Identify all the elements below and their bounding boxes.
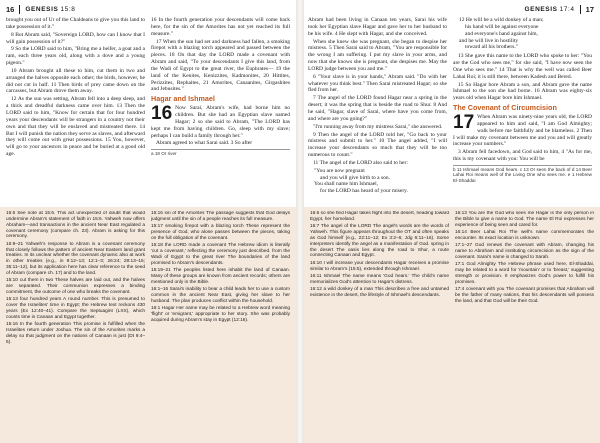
study-note: 15:19–21 The peoples listed here inhabit the land of Canaan. Many of these groups are known from ancient records; others are mentioned only in the Bible. bbox=[151, 268, 290, 285]
poetry-line: for the LORD has heard of your misery. bbox=[320, 188, 408, 195]
study-note: 16:12 a wild donkey of a man This describes a free and untamed existence in the desert, the lifestyle of Ishmael's descendants. bbox=[310, 287, 449, 298]
study-note: 17:4 covenant with you The covenant promises that Abraham will be the father of many nations, that his descendants will possess the land, and that God will be their God. bbox=[455, 287, 594, 304]
left-page bbox=[0, 0, 296, 443]
right-page bbox=[304, 0, 600, 443]
study-note: 15:10 cut them in two These halves are laid out, and the halves are separated. Their communion expresses a binding commitment, the outcome of one who breaks the covenant. bbox=[6, 278, 145, 295]
verse-paragraph: 6 "Your slave is in your hands," Abram said. "Do with her whatever you think best." Then Sarai mistreated Hagar; so she fled from her. bbox=[308, 73, 447, 94]
cross-reference-note: a 18 Or river bbox=[151, 149, 290, 157]
book-title: GENESIS 17:4 bbox=[524, 5, 575, 13]
study-note: 17:1 God Almighty The Hebrew phrase used here, El-Shaddai, may be related to a word for 'mountain' or to 'breast,' suggesting strength or provision. It emphasizes God's power to fulfill his promises. bbox=[455, 262, 594, 285]
notes-column-2 bbox=[455, 211, 594, 443]
verse-paragraph: 13 She gave this name to the LORD who spoke to her: "You are the God who sees me," for she said, "I have now seen the One who sees me." 14 That is why the well was called Beer Lahai Roi; it is still there, between Kadesh and Bered. bbox=[453, 53, 592, 80]
verse-paragraph: "I'm running away from my mistress Sarai," she answered. bbox=[313, 123, 443, 130]
header-divider bbox=[19, 5, 20, 14]
verse-paragraph: 11 The angel of the LORD also said to her: bbox=[313, 159, 408, 166]
text-column-2 bbox=[453, 17, 592, 204]
study-note: 16:13 You are the God who sees me Hagar is the only person in the Bible to give a name to God. The name El Roi expresses her experience of being seen and cared for. bbox=[455, 211, 594, 228]
verse-paragraph: 10 Abram brought all these to him, cut them in two and arranged the halves opposite each other; the birds, however, he did not cut in half. 11 Then birds of prey came down on the carcasses, but Abram drove them away. bbox=[6, 67, 145, 95]
verse-paragraph: 12 As the sun was setting, Abram fell into a deep sleep, and a thick and dreadful darkness came over him. 13 Then the LORD said to him, "Know for certain that for four hundred years your descendants will be strangers in a country not their own and that they will be enslaved and mistreated there. 14 But I will punish the nation they serve as slaves, and afterward they will come out with great possessions. 15 You, however, will go to your ancestors in peace and be buried at a good old age. bbox=[6, 96, 145, 158]
chapter-reference: 15:8 bbox=[60, 5, 76, 13]
verse-paragraph: 9 So the LORD said to him, "Bring me a heifer, a goat and a ram, each three years old, along with a dove and a young pigeon." bbox=[6, 46, 145, 67]
verse-paragraph: 7 The angel of the LORD found Hagar near a spring in the desert; it was the spring that is beside the road to Shur. 8 And he said, "Hagar, slave of Sarai, where have you come from, and where are you going?" bbox=[308, 95, 447, 122]
poetry-line: You shall name him Ishmael, bbox=[314, 181, 379, 188]
page-number: 17 bbox=[585, 4, 594, 14]
text-column-2 bbox=[151, 17, 290, 204]
notes-column-1 bbox=[310, 211, 449, 443]
study-note: 15:16 sin of the Amorites The passage suggests that God delays judgment until the sin of a people reaches its full measure. bbox=[151, 211, 290, 222]
verse-paragraph: When Abram was ninety-nine years old, the LORD appeared to him and said, "I am God Almighty; walk before me faithfully and be blameless. 2 Then I will make my covenant between me and you and will greatly increase your numbers." bbox=[453, 113, 592, 148]
study-note: 15:17 smoking firepot with a blazing torch These represent the presence of God, who alone passes between the pieces, taking on the full obligation of the covenant. bbox=[151, 224, 290, 241]
study-notes-panel bbox=[304, 207, 600, 443]
cross-reference-note: b 11 Ishmael means God hears. c 13 Or seen the back of d 14 Beer Lahai Roi means well of the Living One who sees me. e 1 Hebrew El-Shaddai bbox=[453, 166, 592, 184]
poetry-block bbox=[314, 168, 447, 195]
section-heading: The Covenant of Circumcision bbox=[453, 103, 557, 113]
verse-paragraph: 3 Abram fell facedown, and God said to him, 4 "As for me, this is my covenant with you: You will be bbox=[453, 149, 592, 163]
verse-paragraph: 15 So Hagar bore Abram a son, and Abram gave the name Ishmael to the son she had borne. 16 Abram was eighty-six years old when Hagar bore him Ishmael. bbox=[453, 81, 592, 102]
chapter-number: 17 bbox=[453, 111, 475, 133]
study-note: 15:13 four hundred years A round number. This is presumed to cover the Israelites' time in Egypt; the Hebrew text reckons 430 years (Ex 12:40–41). Compare the Septuagint (LXX), which counts time in Canaan and Egypt together. bbox=[6, 297, 145, 320]
poetry-line: and he will live in hostility bbox=[459, 37, 519, 44]
poetry-line: his hand will be against everyone bbox=[465, 23, 539, 30]
verse-paragraph: Abram had been living in Canaan ten years, Sarai his wife took her Egyptian slave Hagar and gave her to her husband to be his wife. 4 He slept with Hagar, and she conceived. bbox=[308, 17, 447, 37]
verse-paragraph: Now Sarai, Abram's wife, had borne him no children. But she had an Egyptian slave named Hagar; 2 so she said to Abram, "The LORD has kept me from having children. Go, sleep with my slave; perhaps I can build a family through her." bbox=[151, 105, 290, 139]
verse-paragraph: When she knew she was pregnant, she began to despise her mistress. 5 Then Sarai said to Abram, "You are responsible for the wrong I am suffering. I put my slave in your arms, and now that she knows she is pregnant, she despises me. May the LORD judge between you and me." bbox=[308, 38, 447, 72]
poetry-line: "You are now pregnant bbox=[314, 167, 365, 174]
study-note: 15:16 In the fourth generation This promise is fulfilled when the Israelites return under Joshua. The sin of the Amorites marks a delay so that judgment on the nations of Canaan is just (Dt 9:4–5). bbox=[6, 322, 145, 345]
verse-paragraph: brought you out of Ur of the Chaldeans to give you this land to take possession of it." bbox=[6, 17, 145, 30]
study-note: 15:6 See note at 15:6. This act unexpected of doubt that would undermine Abram's statement of faith in 15:6. Yahweh now offers Abraham—and transactions in the ancient Near East regulated a covenant ceremony (compare ch. 23). Abram is asking for this ceremony. bbox=[6, 211, 145, 240]
verse-paragraph: 9 Then the angel of the LORD told her, "Go back to your mistress and submit to her." 10 The angel added, "I will increase your descendants so much that they will be too numerous to count." bbox=[308, 131, 447, 159]
notes-column-1 bbox=[6, 211, 145, 443]
text-column-1 bbox=[308, 17, 447, 204]
poetry-line: toward all his brothers." bbox=[465, 44, 518, 51]
scripture-text bbox=[6, 17, 290, 204]
study-note: 16:7 The angel of the LORD The angel's words are the words of Yahweh. This figure appears throughout the OT and often speaks as God himself (e.g., 22:11–12; Ex 3:2–6; Jdg 6:11–16). Some interpreters identify the angel as a manifestation of God. spring in the desert The oasis lies along the road to Shur, a route connecting Canaan and Egypt. bbox=[310, 224, 449, 259]
notes-column-2 bbox=[151, 211, 290, 443]
text-column-1 bbox=[6, 17, 145, 204]
book-gutter bbox=[296, 0, 304, 443]
study-note: 16:14 Beer Lahai Roi The well's name commemorates the encounter. Its exact location is unknown. bbox=[455, 230, 594, 241]
study-note: 16:1 Hagar Her name may be related to a Hebrew word meaning 'flight' or 'emigrant,' appropriate to her story. She was probably acquired during Abram's stay in Egypt (12:16). bbox=[151, 306, 290, 323]
poetry-line: and you will give birth to a son. bbox=[320, 174, 390, 181]
study-note: 16:11 Ishmael The name means 'God hears.' The child's name memorializes God's attention to Hagar's distress. bbox=[310, 273, 449, 285]
study-notes-panel bbox=[0, 207, 296, 443]
section-heading: Hagar and Ishmael bbox=[151, 94, 215, 104]
chapter-number: 16 bbox=[151, 103, 173, 125]
poetry-line: and everyone's hand against him, bbox=[465, 30, 538, 37]
poetry-line: 12 He will be a wild donkey of a man; bbox=[459, 17, 544, 23]
study-note: 16:10 I will increase your descendants Hagar receives a promise similar to Abram's (15:5), extended through Ishmael. bbox=[310, 260, 449, 272]
verse-paragraph: 16 In the fourth generation your descendants will come back here, for the sin of the Amorites has not yet reached its full measure." bbox=[151, 17, 290, 37]
poetry-block bbox=[459, 17, 592, 51]
study-note: 15:18 the LORD made a covenant The Hebrew idiom is literally 'cut a covenant,' reflecting the ceremony just described. from the Wadi of Egypt to the great river The boundaries of the land promised to Abram's descendants. bbox=[151, 243, 290, 266]
book-title: GENESIS 15:8 bbox=[25, 5, 76, 13]
right-running-header bbox=[308, 3, 594, 15]
page-number: 16 bbox=[6, 4, 15, 14]
header-divider bbox=[580, 5, 581, 14]
verse-paragraph: 8 But Abram said, "Sovereign LORD, how can I know that I will gain possession of it?" bbox=[6, 31, 145, 45]
verse-paragraph: Abram agreed to what Sarai said. 3 So after bbox=[156, 140, 253, 147]
verse-paragraph: 17 When the sun had set and darkness had fallen, a smoking firepot with a blazing torch appeared and passed between the pieces. 18 On that day the LORD made a covenant with Abram and said, "To your descendants I give this land, from the Wadi of Egypt to the great river, the Euphrates— 19 the land of the Kenites, Kenizzites, Kadmonites, 20 Hittites, Perizzites, Rephaites, 21 Amorites, Canaanites, Girgashites and Jebusites." bbox=[151, 38, 290, 93]
scripture-text bbox=[308, 17, 592, 204]
study-note: 16:6 so she fled Hagar takes flight into the desert, heading toward Egypt, her homeland. bbox=[310, 211, 449, 222]
study-note: 17:1–27 God renews the covenant with Abram, changing his name to Abraham and instituting circumcision as the sign of the covenant. Sarai's name is changed to Sarah. bbox=[455, 243, 594, 260]
study-note: 16:1–16 Sarai's inability to bear a child leads her to use a custom common in the ancient Near East, giving her slave to her husband. The plan produces conflict within the household. bbox=[151, 287, 290, 304]
left-running-header bbox=[6, 3, 290, 15]
study-note: 15:9–21 Yahweh's response to Abram is a covenant ceremony that closely follows the pattern of ancient Near Eastern land grant treaties. In its unclear whether the covenant dynamic also at work in other treaties (e.g., in 9:12–13; 12:1–3; 26:24; 28:13–15; 35:11–12), but its application here has clear reference to the seed of Abram (compare ch. 17) and to the land. bbox=[6, 241, 145, 276]
chapter-reference: 17:4 bbox=[559, 5, 575, 13]
